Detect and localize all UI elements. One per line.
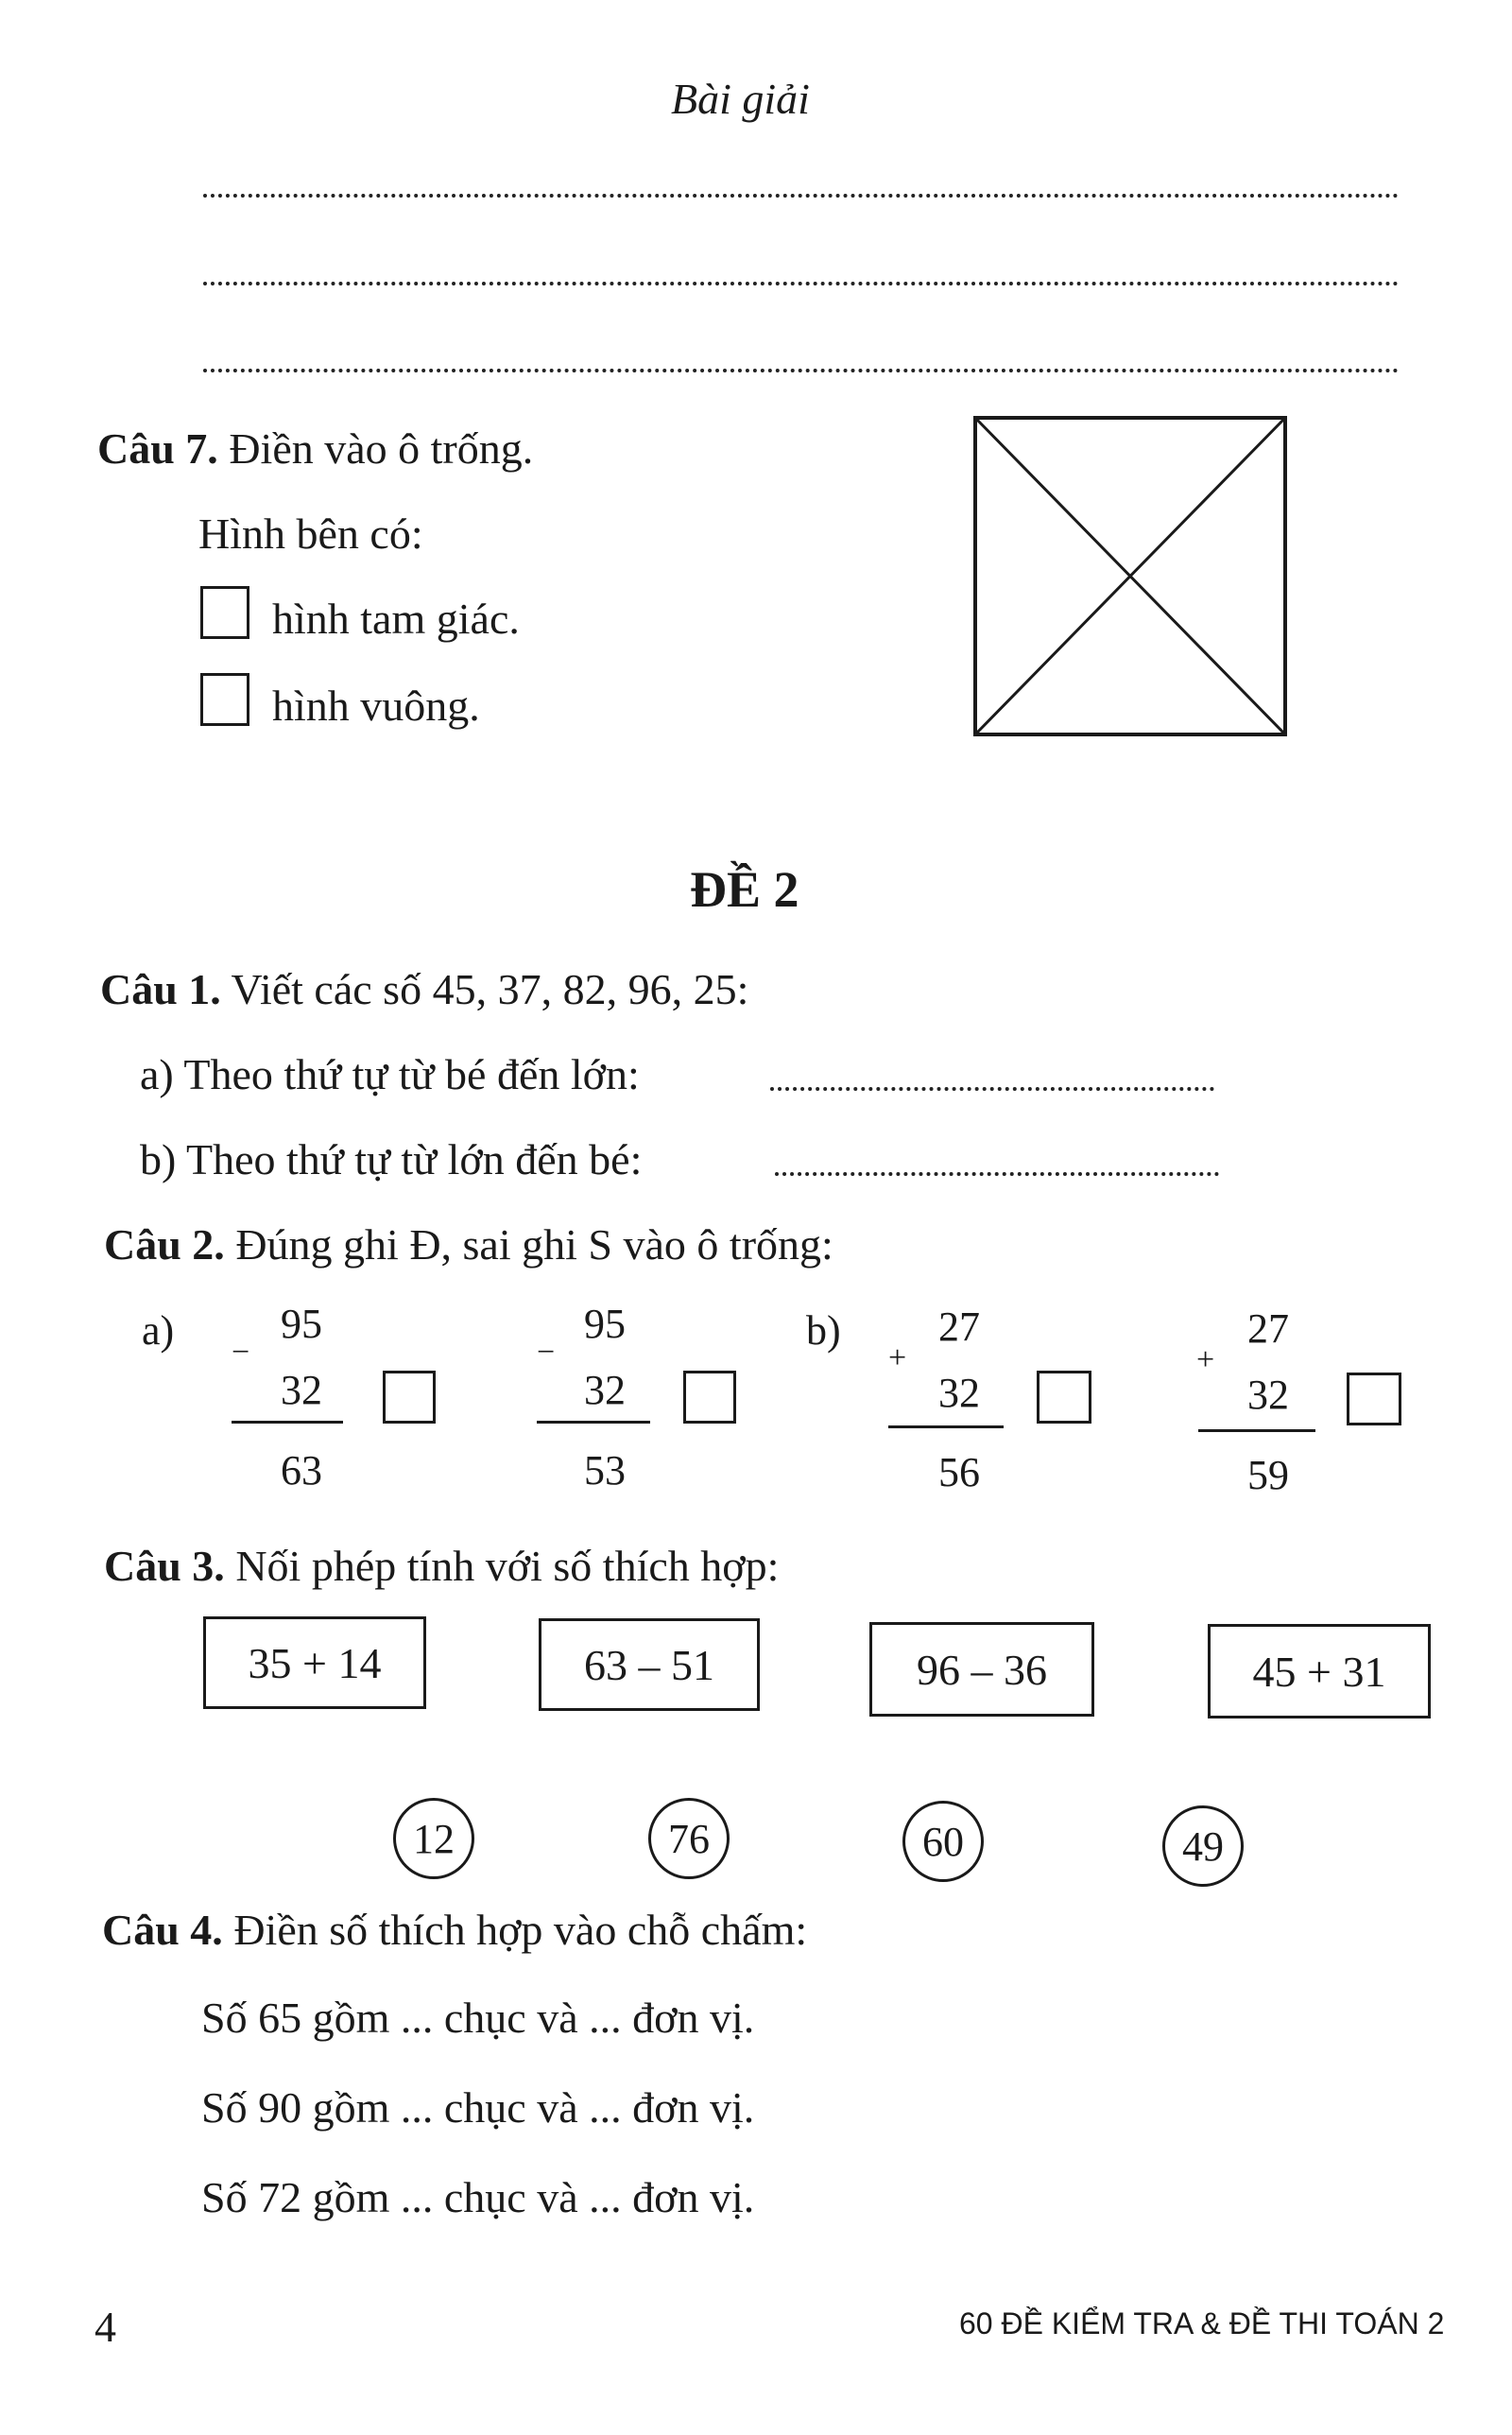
q2-p2-bottom: 32 [584, 1367, 626, 1413]
q3-expression-box[interactable]: 96 – 36 [869, 1622, 1094, 1717]
q1-part-b: b) Theo thứ tự từ lớn đến bé: [140, 1135, 643, 1183]
q4-label: Câu 4. [102, 1906, 223, 1954]
q2-part-a-label: a) [142, 1307, 175, 1354]
q2-p4-operator: + [1196, 1342, 1215, 1377]
q3-prompt: Nối phép tính với số thích hợp: [235, 1542, 780, 1590]
square-count-box[interactable] [200, 673, 249, 726]
answer-line[interactable] [203, 369, 1399, 372]
q1-a-answer-line[interactable] [770, 1087, 1214, 1091]
q3-number-circle[interactable]: 60 [902, 1801, 984, 1882]
book-title: 60 ĐỀ KIỂM TRA & ĐỀ THI TOÁN 2 [959, 2306, 1445, 2340]
q2-p4-answer-box[interactable] [1347, 1373, 1401, 1425]
q4-heading [102, 1905, 807, 1955]
q1-b-answer-line[interactable] [775, 1172, 1219, 1176]
q2-p2-result: 53 [584, 1447, 626, 1494]
triangle-count-box[interactable] [200, 586, 249, 639]
q7-item-triangle: hình tam giác. [272, 595, 520, 643]
q1-label: Câu 1. [100, 965, 221, 1013]
q2-p2-rule [537, 1421, 650, 1424]
solution-title: Bài giải [671, 75, 810, 123]
square-diagonals-figure [973, 416, 1291, 737]
q3-number-circle[interactable]: 49 [1162, 1805, 1244, 1887]
q3-number-circle[interactable]: 12 [393, 1798, 474, 1879]
q3-expression-box[interactable]: 45 + 31 [1208, 1624, 1431, 1718]
q3-label: Câu 3. [104, 1542, 225, 1590]
q2-p3-answer-box[interactable] [1037, 1371, 1091, 1424]
q2-p1-bottom: 32 [281, 1367, 322, 1413]
answer-line[interactable] [203, 194, 1399, 198]
q7-item-square: hình vuông. [272, 682, 480, 730]
q7-label: Câu 7. [97, 424, 218, 473]
q3-heading [104, 1541, 779, 1591]
q2-prompt: Đúng ghi Đ, sai ghi S vào ô trống: [235, 1220, 833, 1269]
q2-p1-operator: − [232, 1335, 250, 1370]
q2-p4-top: 27 [1247, 1305, 1289, 1352]
q2-p4-rule [1198, 1429, 1315, 1432]
q1-prompt: Viết các số 45, 37, 82, 96, 25: [231, 965, 749, 1013]
q1-part-a: a) Theo thứ tự từ bé đến lớn: [140, 1050, 640, 1098]
q2-p4-bottom: 32 [1247, 1372, 1289, 1418]
q2-label: Câu 2. [104, 1220, 225, 1269]
q7-prompt: Điền vào ô trống. [229, 424, 534, 473]
q7-heading [97, 423, 533, 474]
q2-heading [104, 1219, 833, 1269]
q4-line: Số 72 gồm ... chục và ... đơn vị. [201, 2173, 755, 2221]
q4-line: Số 90 gồm ... chục và ... đơn vị. [201, 2083, 755, 2132]
q3-number-circle[interactable]: 76 [648, 1798, 730, 1879]
q4-prompt: Điền số thích hợp vào chỗ chấm: [233, 1906, 808, 1954]
q2-p1-answer-box[interactable] [383, 1371, 436, 1424]
q3-expression-box[interactable]: 63 – 51 [539, 1618, 760, 1711]
q2-part-b-label: b) [806, 1307, 841, 1354]
q2-p3-bottom: 32 [938, 1370, 980, 1416]
exam-title: ĐỀ 2 [690, 861, 799, 918]
q2-p1-result: 63 [281, 1447, 322, 1494]
q1-heading [100, 964, 748, 1014]
q2-p1-top: 95 [281, 1301, 322, 1347]
q4-line: Số 65 gồm ... chục và ... đơn vị. [201, 1994, 755, 2042]
q2-p1-rule [232, 1421, 343, 1424]
q7-intro: Hình bên có: [198, 509, 423, 558]
q2-p2-top: 95 [584, 1301, 626, 1347]
q2-p3-top: 27 [938, 1304, 980, 1350]
q2-p2-operator: − [537, 1335, 556, 1370]
q2-p3-rule [888, 1425, 1004, 1428]
q2-p3-result: 56 [938, 1449, 980, 1495]
q2-p3-operator: + [888, 1340, 907, 1375]
answer-line[interactable] [203, 282, 1399, 285]
q2-p4-result: 59 [1247, 1452, 1289, 1498]
q2-p2-answer-box[interactable] [683, 1371, 736, 1424]
q3-expression-box[interactable]: 35 + 14 [203, 1616, 426, 1709]
page-number: 4 [94, 2303, 116, 2351]
